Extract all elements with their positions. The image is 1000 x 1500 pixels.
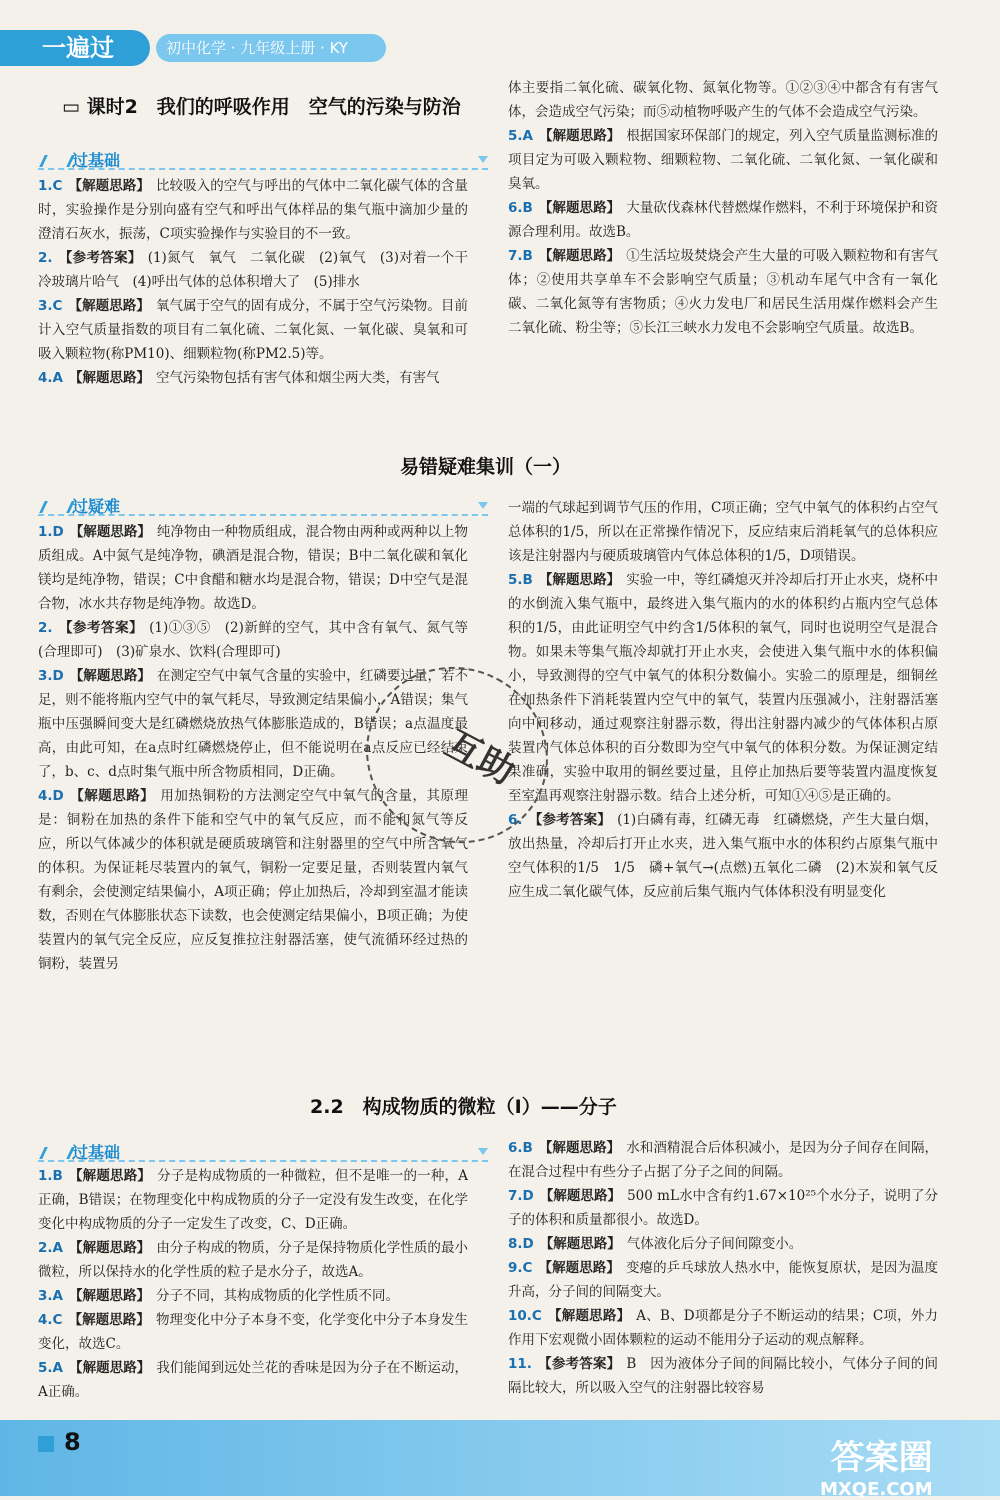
sec1-right-column [508,76,938,340]
answer-text: 氧气属于空气的固有成分，不属于空气污染物。目前计入空气质量指数的项目有二氧化硫、二氧化氮、一氧化碳、臭氧和可吸入颗粒物(称PM10)、细颗粒物(称PM2.5)等。 [38,298,469,362]
answer-tag: 【参考答案】 [528,812,612,828]
triangle-down-icon [478,156,488,163]
answer-tag: 【参考答案】 [537,1356,621,1372]
answer-number: 3.A [38,1288,63,1304]
answer-number: 3.D [38,668,64,684]
answer-text: 一端的气球起到调节气压的作用，C项正确；空气中氧气的体积约占空气总体积的1/5，所以在正常操作情况下，反应结束后消耗氧气的总体积应该是注射器内与硬质玻璃管内气体总体积的1/5，D项错误。 [508,500,938,564]
answer-text: 水和酒精混合后体积减小，是因为分子间存在间隔，在混合过程中有些分子占据了分子之间的间隔。 [508,1140,939,1180]
page-marker-icon [38,1436,54,1452]
answer-item [38,1308,468,1356]
sec3-left-column [38,1164,468,1404]
answer-number: 4.A [38,370,63,386]
answer-text: 分子不同，其构成物质的化学性质不同。 [155,1288,399,1304]
triangle-down-icon [478,1148,488,1155]
answer-item [38,294,468,366]
answer-item [38,1164,468,1236]
answer-tag: 【解题思路】 [68,1168,152,1184]
answer-tag: 【解题思路】 [538,248,621,264]
answer-item [38,246,468,294]
answer-tag: 【解题思路】 [69,668,151,684]
answer-number: 4.D [38,788,64,804]
answer-number: 1.B [38,1168,63,1184]
answer-text: 空气污染物包括有害气体和烟尘两大类，有害气 [155,370,440,386]
answer-item [38,616,468,664]
answer-text: 比较吸入的空气与呼出的气体中二氧化碳气体的含量时，实验操作是分别向盛有空气和呼出气体样品的集气瓶中滴加少量的澄清石灰水，振荡，C项实验操作与实验目的不一致。 [38,178,469,242]
page-header [0,30,400,66]
answer-number: 5.A [508,128,533,144]
watermark-url: MXQE.COM [820,1479,933,1500]
answer-tag: 【解题思路】 [68,178,150,194]
answer-text: 实验一中，等红磷熄灭并冷却后打开止水夹，烧杯中的水倒流入集气瓶中，最终进入集气瓶内的水的体积约占瓶内空气总体积的1/5，由此证明空气中约含1/5体积的氧气，同时也说明空气是混合物。如果未等集气瓶冷却就打开止水夹，会使进入集气瓶中水的体积偏小，导致测得的空气中氧气的体积分数偏小。实验二的原理是，细铜丝在加热条件下消耗装置内空气中的氧气，装置内压强减小，注射器活塞向中间移动，通过观察注射器示数，得出注射器内减少的气体体积占原装置内气体总体积的百分数即为空气中氧气的体积分数。为保证测定结果准确，实验中取用的铜丝要过量，且停止加热后要等装置内温度恢复至室温再观察注射器示数。结合上述分析，可知①④⑤是正确的。 [508,572,939,804]
answer-text: 我们能闻到远处兰花的香味是因为分子在不断运动，A正确。 [38,1360,469,1400]
answer-item [508,496,938,568]
answer-number: 10.C [508,1308,542,1324]
triangle-down-icon [478,502,488,509]
answer-number: 1.C [38,178,63,194]
answer-tag: 【解题思路】 [68,1288,150,1304]
answer-tag: 【解题思路】 [68,298,150,314]
page-number: 8 [64,1428,81,1456]
answer-item [508,1304,938,1352]
answer-number: 7.B [508,248,533,264]
answer-text: 体主要指二氧化硫、碳氧化物、氮氧化物等。①②③④中都含有有害气体，会造成空气污染；而⑤动植物呼吸产生的气体不会造成空气污染。 [508,80,938,120]
answer-text: (1)①③⑤ (2)新鲜的空气，其中含有氧气、氮气等(合理即可) (3)矿泉水、饮料(合理即可) [38,620,469,660]
answer-number: 5.B [508,572,533,588]
answer-tag: 【解题思路】 [68,1312,150,1328]
section-bar-basics [38,148,488,170]
answer-item [508,124,938,196]
answer-item [508,1256,938,1304]
answer-text: 在测定空气中氧气含量的实验中，红磷要过量，若不足，则不能将瓶内空气中的氧气耗尽，导致测定结果偏小，A错误；集气瓶中压强瞬间变大是红磷燃烧放热气体膨胀造成的，B错误；a点温度最高，由此可知，在a点时红磷燃烧停止，但不能说明在a点反应已经结束了，b、c、d点时集气瓶中所含物质相同，D正确。 [38,668,469,780]
section-bar-label: 过基础 [38,151,120,170]
answer-text: 根据国家环保部门的规定，列入空气质量监测标准的项目定为可吸入颗粒物、细颗粒物、二氧化硫、二氧化氮、一氧化碳和臭氧。 [508,128,939,192]
answer-tag: 【解题思路】 [539,1188,622,1204]
answer-tag: 【解题思路】 [539,1236,621,1252]
answer-tag: 【解题思路】 [69,788,155,804]
answer-text: 物理变化中分子本身不变，化学变化中分子本身发生变化，故选C。 [38,1312,469,1352]
lesson-title [62,92,461,119]
answer-number: 5.A [38,1360,63,1376]
section-bar-difficult [38,494,488,516]
answer-item [38,520,468,616]
answer-item [508,1184,938,1232]
section-bar-label: 过疑难 [38,497,120,516]
answer-item [38,174,468,246]
answer-item [38,1284,468,1308]
section-title: 易错疑难集训（一） [400,456,572,478]
answer-number: 2. [38,250,53,266]
answer-text: 用加热铜粉的方法测定空气中氧气的含量，其原理是：铜粉在加热的条件下能和空气中的氧气反应，而不能和氮气等反应，所以气体减少的体积就是硬质玻璃管和注射器里的空气中所含氧气的体积。为保证耗尽装置内的氧气，铜粉一定要足量，否则装置内氧气有剩余，会使测定结果偏小，A项正确；停止加热后，冷却到室温才能读数，否则在气体膨胀状态下读数，也会使测定结果偏小，B项正确；为使装置内的氧气完全反应，应反复推拉注射器活塞，使气流循环经过热的铜粉，装置另 [38,788,469,972]
watermark-logo: 答案圈 [830,1438,933,1478]
book-logo: 一遍过 [0,30,150,66]
answer-text: 由分子构成的物质，分子是保持物质化学性质的最小微粒，所以保持水的化学性质的粒子是水分子，故选A。 [38,1240,469,1280]
answer-number: 6. [508,812,523,828]
answer-tag: 【解题思路】 [538,1260,620,1276]
sec2-right-column [508,496,938,904]
answer-item [508,76,938,124]
answer-text: 大量砍伐森林代替燃煤作燃料，不利于环境保护和资源合理利用。故选B。 [508,200,939,240]
book-subtitle: 初中化学 · 九年级上册 · KY [156,34,386,62]
answer-item [38,1356,468,1404]
answer-number: 9.C [508,1260,533,1276]
book-icon: ▭ [62,96,87,118]
answer-text: 气体液化后分子间间隙变小。 [626,1236,803,1252]
answer-tag: 【参考答案】 [58,250,142,266]
answer-text: B 因为液体分子间的间隔比较小，气体分子间的间隔比较大，所以吸入空气的注射器比较容易 [508,1356,939,1396]
answer-tag: 【解题思路】 [538,128,621,144]
answer-tag: 【解题思路】 [538,200,621,216]
answer-number: 6.B [508,200,533,216]
answer-item [508,568,938,808]
answer-tag: 【解题思路】 [538,572,621,588]
answer-tag: 【解题思路】 [68,1240,151,1256]
answer-number: 2. [38,620,53,636]
watermark [820,1430,933,1500]
answer-number: 1.D [38,524,64,540]
answer-item [38,366,468,390]
answer-text: 变瘪的乒乓球放人热水中，能恢复原状，是因为温度升高，分子间的间隔变大。 [508,1260,939,1300]
section-bar-label: 过基础 [38,1143,120,1162]
answer-tag: 【解题思路】 [68,1360,151,1376]
answer-item [38,1236,468,1284]
answer-item [508,1136,938,1184]
answer-number: 3.C [38,298,63,314]
answer-tag: 【参考答案】 [58,620,144,636]
answer-number: 4.C [38,1312,63,1328]
answer-number: 8.D [508,1236,534,1252]
answer-text: 500 mL水中含有约1.67×10²⁵个水分子，说明了分子的体积和质量都很小。故选D。 [508,1188,938,1228]
answer-item [508,1232,938,1256]
answer-number: 7.D [508,1188,534,1204]
answer-number: 11. [508,1356,532,1372]
answer-number: 2.A [38,1240,63,1256]
sec3-right-column [508,1136,938,1400]
answer-text: ①生活垃圾焚烧会产生大量的可吸入颗粒物和有害气体；②使用共享单车不会影响空气质量；③机动车尾气中含有一氧化碳、二氧化氮等有害物质；④火力发电厂和居民生活用煤作燃料会产生二氧化硫、粉尘等；⑤长江三峡水力发电不会影响空气质量。故选B。 [508,248,939,336]
answer-number: 6.B [508,1140,533,1156]
answer-tag: 【解题思路】 [69,524,151,540]
answer-tag: 【解题思路】 [68,370,150,386]
answer-text: (1)白磷有毒，红磷无毒 红磷燃烧，产生大量白烟，放出热量，冷却后打开止水夹，进入集气瓶中水的体积约占原集气瓶中空气体积的1/5 1/5 磷+氧气→(点燃)五氧化二磷 (2)木炭和氧气反应生成二氧化碳气体，反应前后集气瓶内气体体积没有明显变化 [508,812,938,900]
answer-text: A、B、D项都是分子不断运动的结果；C项，外力作用下宏观微小固体颗粒的运动不能用分子运动的观点解释。 [508,1308,939,1348]
answer-tag: 【解题思路】 [538,1140,621,1156]
answer-text: (1)氮气 氧气 二氧化碳 (2)氧气 (3)对着一个干冷玻璃片哈气 (4)呼出气体的总体积增大了 (5)排水 [38,250,469,290]
section-title: 2.2 构成物质的微粒（Ⅰ）——分子 [310,1096,617,1118]
answer-item [508,244,938,340]
answer-tag: 【解题思路】 [547,1308,631,1324]
answer-item [508,196,938,244]
sec1-left-column [38,174,468,390]
lesson-title-text: 课时2 我们的呼吸作用 空气的污染与防治 [86,96,461,118]
section-bar-basics [38,1140,488,1162]
stamp-text: 互助 [438,723,522,794]
answer-text: 分子是构成物质的一种微粒，但不是唯一的一种，A正确，B错误；在物理变化中构成物质的分子一定没有发生改变，在化学变化中构成物质的分子一定发生了改变，C、D正确。 [38,1168,468,1232]
answer-item [508,808,938,904]
answer-item [508,1352,938,1400]
answer-text: 纯净物由一种物质组成，混合物由两种或两种以上物质组成。A中氮气是纯净物，碘酒是混合物，错误；B中二氧化碳和氧化镁均是纯净物，错误；C中食醋和糖水均是混合物，错误；D中空气是混合物，冰水共存物是纯净物。故选D。 [38,524,469,612]
